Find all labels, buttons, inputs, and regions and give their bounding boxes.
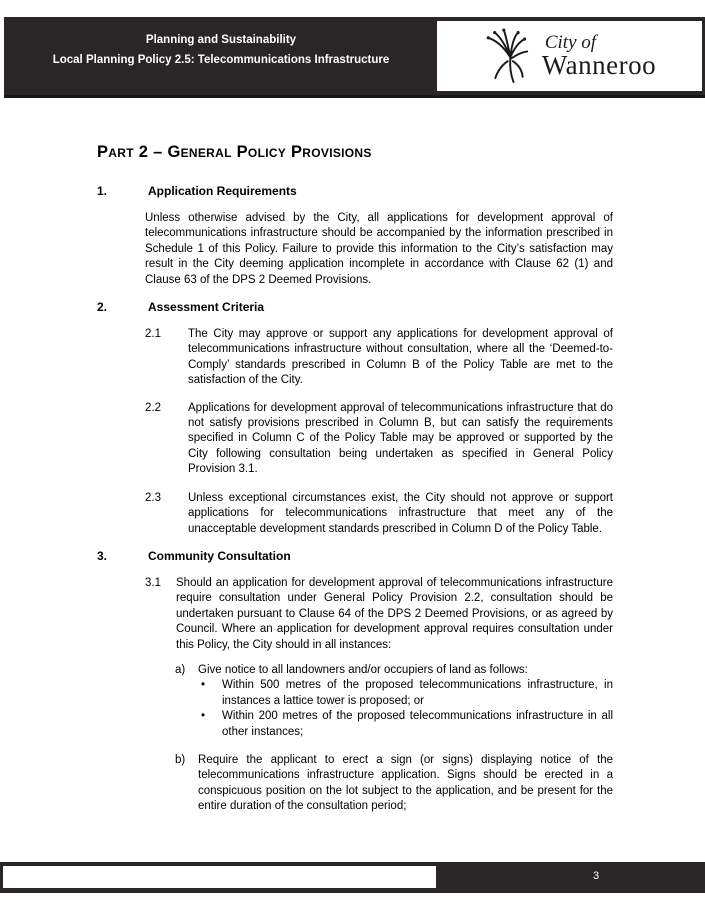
list-item-b bbox=[175, 753, 613, 815]
clause-2-2 bbox=[145, 401, 613, 478]
section-number: 2. bbox=[97, 300, 108, 315]
list-item-b-text: Require the applicant to erect a sign (or signs) displaying notice of the telecommunications infrastructure application. Signs should be erected in a conspicuous position on the lot subject to the application, and be present for the entire duration of the consultation period; bbox=[198, 753, 613, 813]
section-title: Application Requirements bbox=[148, 184, 297, 198]
city-of-wanneroo-logo bbox=[437, 21, 702, 91]
clause-3-1 bbox=[145, 576, 613, 653]
section-2-heading bbox=[97, 300, 705, 315]
clause-number: 2.3 bbox=[145, 491, 161, 504]
section-1-heading bbox=[97, 184, 705, 199]
footer-spacer bbox=[3, 866, 436, 888]
clause-number: 3.1 bbox=[145, 576, 161, 589]
logo-city-of: City of bbox=[544, 32, 597, 53]
page-header bbox=[4, 17, 705, 98]
header-policy-title: Local Planning Policy 2.5: Telecommunications Infrastructure bbox=[52, 54, 390, 66]
kangaroo-paw-icon bbox=[483, 27, 535, 85]
page-title: Part 2 – General Policy Provisions bbox=[97, 143, 372, 161]
clause-number: 2.1 bbox=[145, 328, 161, 341]
clause-text: Should an application for development approval of telecommunications infrastructure require consultation under General Policy Provision 2.2, consultation should be undertaken pursuant to Clause 64 of the DPS 2 Deemed Provisions, or as agreed by Council. Where an application for development approval requires consultation under this Policy, the City should in all instances: bbox=[176, 576, 613, 651]
header-department: Planning and Sustainability bbox=[145, 34, 297, 46]
list-marker: b) bbox=[175, 753, 186, 766]
bullet-2-text: Within 200 metres of the proposed telecommunications infrastructure in all other instances; bbox=[222, 710, 613, 738]
section-number: 1. bbox=[97, 184, 108, 198]
page-footer bbox=[0, 862, 705, 893]
header-titles bbox=[4, 30, 438, 70]
bullet-icon: • bbox=[201, 710, 206, 723]
bullet-1-text: Within 500 metres of the proposed telecommunications infrastructure, in instances a lattice tower is proposed; or bbox=[222, 679, 613, 707]
page-number: 3 bbox=[592, 870, 600, 882]
clause-text: Applications for development approval of telecommunications infrastructure that do not satisfy provisions prescribed in Column B, but can satisfy the requirements specified in Column C of the Policy Table may be approved or supported by the City following consultation being undertaken as specified in General Policy Provision 3.1. bbox=[188, 401, 613, 476]
section-1-paragraph: Unless otherwise advised by the City, all applications for development approval of telecommunications infrastructure should be accompanied by the information prescribed in Schedule 1 of this Policy. Failure to provide this information to the City’s satisfaction may result in the City deeming application incomplete in accordance with Clause 62 (1) and Clause 63 of the DPS 2 Deemed Provisions. bbox=[145, 212, 613, 286]
clause-number: 2.2 bbox=[145, 401, 161, 414]
logo-wanneroo: Wanneroo bbox=[541, 50, 657, 80]
bullet-icon: • bbox=[201, 679, 206, 692]
section-title: Community Consultation bbox=[148, 548, 291, 563]
section-title: Assessment Criteria bbox=[148, 300, 265, 315]
section-3-heading bbox=[97, 549, 705, 564]
clause-text: Unless exceptional circumstances exist, the City should not approve or support applications for telecommunications infrastructure that meet any of the unacceptable development standards prescribed in Column D of the Policy Table. bbox=[188, 491, 613, 535]
list-item-a bbox=[175, 663, 613, 740]
clause-text: The City may approve or support any applications for development approval of telecommunications infrastructure without consultation, where all the ‘Deemed-to-Comply’ standards prescribed in Column B of the Policy Table are met to the satisfaction of the City. bbox=[188, 328, 613, 387]
list-marker: a) bbox=[175, 663, 186, 676]
bullet-item-1 bbox=[198, 678, 613, 709]
clause-2-1 bbox=[145, 327, 613, 389]
document-body bbox=[0, 97, 705, 815]
bullet-item-2 bbox=[198, 709, 613, 740]
logo-text bbox=[542, 33, 656, 79]
clause-2-3 bbox=[145, 491, 613, 537]
section-number: 3. bbox=[97, 548, 108, 563]
list-item-a-text: Give notice to all landowners and/or occupiers of land as follows: bbox=[198, 663, 528, 676]
